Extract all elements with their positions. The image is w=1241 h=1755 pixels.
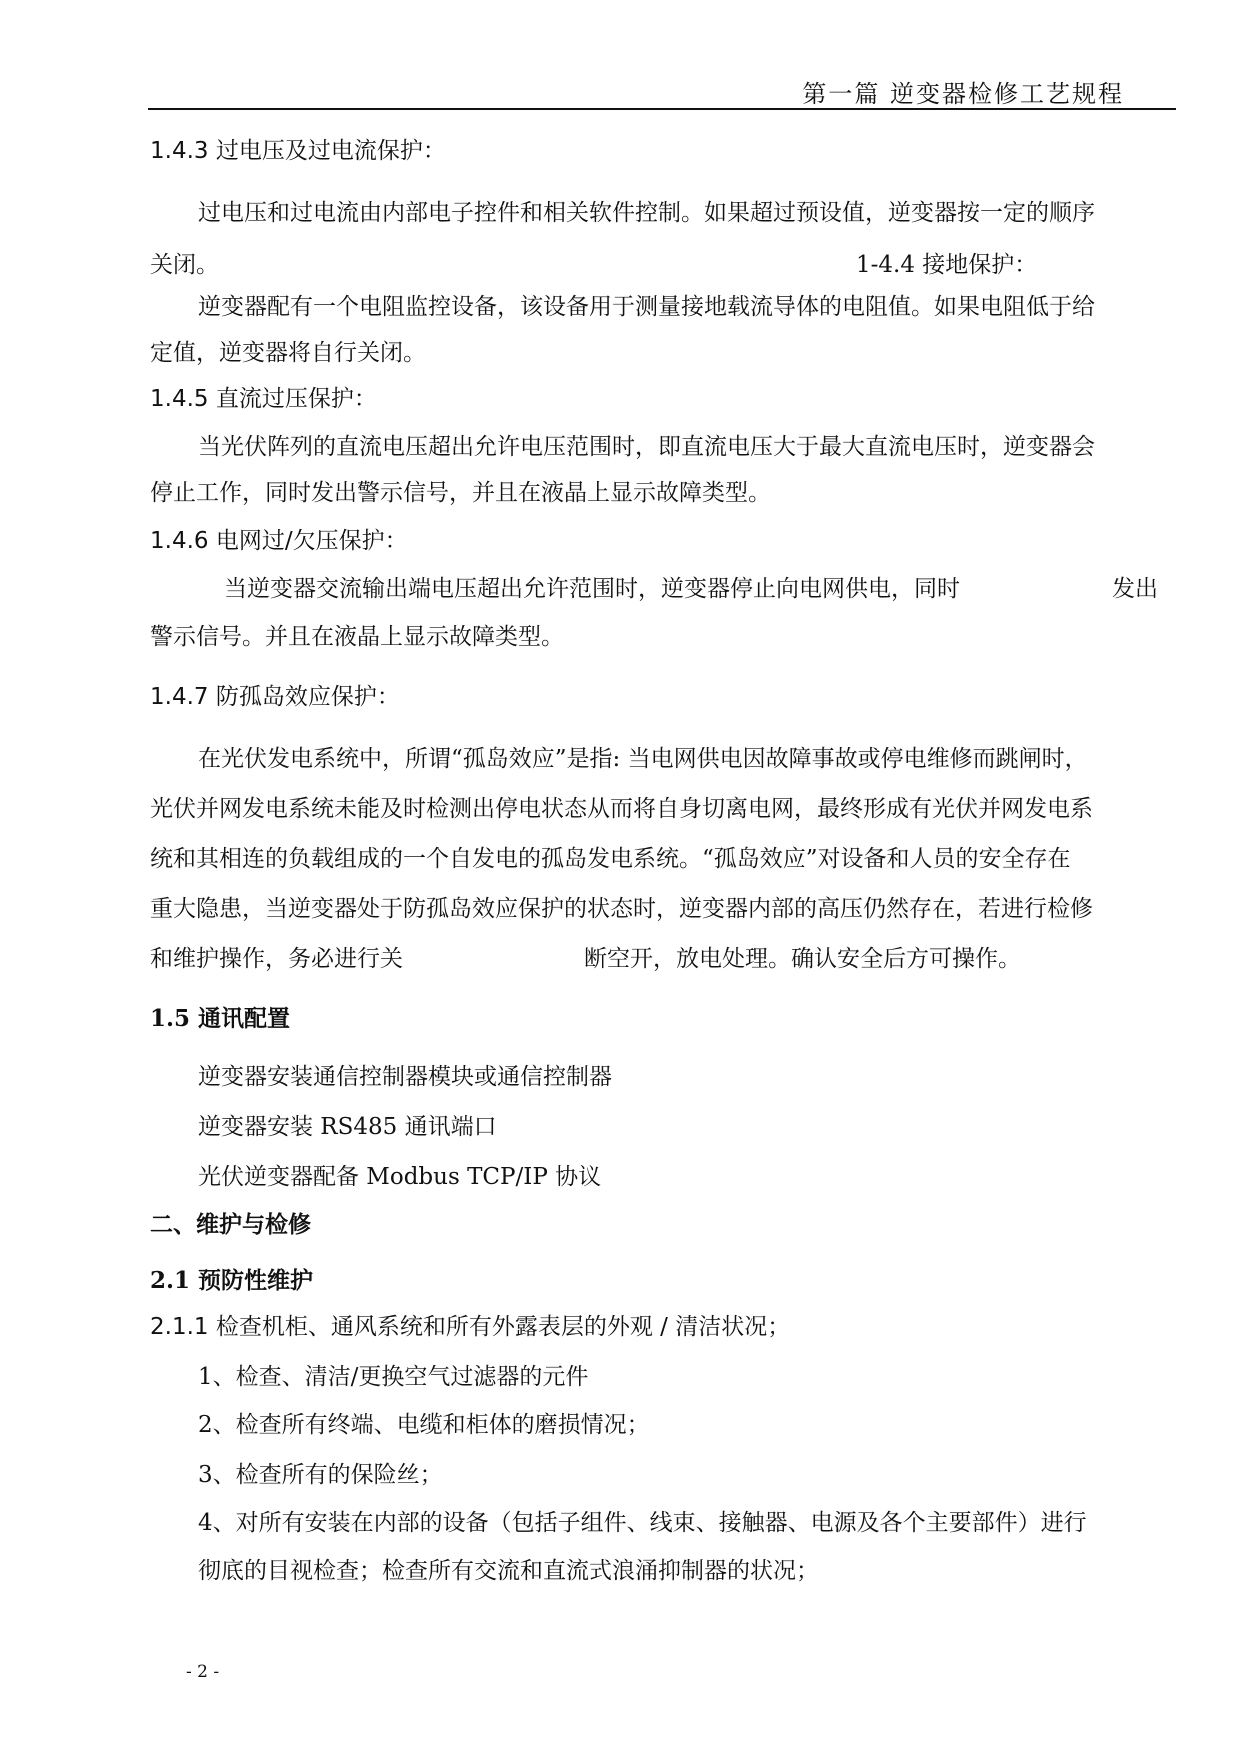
- chapter-heading: 二、维护与检修: [150, 1211, 311, 1238]
- list-item: 彻底的目视检查；检查所有交流和直流式浪涌抑制器的状况；: [198, 1558, 819, 1584]
- section-heading-1-4-7: 1.4.7 防孤岛效应保护：: [150, 684, 400, 710]
- paragraph-line: 重大隐患，当逆变器处于防孤岛效应保护的状态时，逆变器内部的高压仍然存在，若进行检修: [150, 896, 1093, 922]
- section-heading-1-5: 1.5 通讯配置: [150, 1005, 291, 1032]
- list-item: 3、检查所有的保险丝；: [198, 1462, 443, 1488]
- paragraph-line: 断空开，放电处理。确认安全后方可操作。: [584, 946, 1021, 972]
- section-heading-1-4-5: 1.4.5 直流过压保护：: [150, 386, 377, 412]
- subsection-heading-2-1-1: 2.1.1 检查机柜、通风系统和所有外露表层的外观 / 清洁状况；: [150, 1314, 791, 1340]
- section-heading-1-4-6: 1.4.6 电网过/欠压保护：: [150, 528, 408, 554]
- paragraph-line: 光伏并网发电系统未能及时检测出停电状态从而将自身切离电网，最终形成有光伏并网发电系: [150, 796, 1093, 822]
- paragraph-line: 和维护操作，务必进行关: [150, 946, 403, 972]
- paragraph-line: 关闭。: [150, 252, 219, 278]
- list-item: 逆变器安装通信控制器模块或通信控制器: [198, 1064, 612, 1090]
- list-item: 光伏逆变器配备 Modbus TCP/IP 协议: [198, 1164, 602, 1190]
- list-item: 2、检查所有终端、电缆和柜体的磨损情况；: [198, 1412, 650, 1438]
- paragraph-line: 警示信号。并且在液晶上显示故障类型。: [150, 624, 564, 650]
- paragraph-line: 统和其相连的负载组成的一个自发电的孤岛发电系统。“孤岛效应”对设备和人员的安全存在: [150, 846, 1071, 872]
- header-title: 第一篇 逆变器检修工艺规程: [802, 80, 1124, 108]
- section-heading-1-4-4: 1-4.4 接地保护：: [856, 252, 1038, 278]
- paragraph-line: 逆变器配有一个电阻监控设备，该设备用于测量接地载流导体的电阻值。如果电阻低于给: [198, 294, 1095, 320]
- list-item: 4、对所有安装在内部的设备（包括子组件、线束、接触器、电源及各个主要部件）进行: [198, 1510, 1087, 1536]
- page-header: [148, 68, 1176, 110]
- page-number: - 2 -: [186, 1662, 220, 1682]
- section-heading-2-1: 2.1 预防性维护: [150, 1267, 314, 1294]
- paragraph-line: 在光伏发电系统中，所谓“孤岛效应”是指: 当电网供电因故障事故或停电维修而跳闸时，: [198, 746, 1088, 772]
- paragraph-line: 停止工作，同时发出警示信号，并且在液晶上显示故障类型。: [150, 480, 771, 506]
- paragraph-line: 当逆变器交流输出端电压超出允许范围时，逆变器停止向电网供电，同时: [224, 576, 960, 602]
- paragraph-line: 定值，逆变器将自行关闭。: [150, 340, 426, 366]
- paragraph-line: 当光伏阵列的直流电压超出允许电压范围时，即直流电压大于最大直流电压时，逆变器会: [198, 434, 1095, 460]
- paragraph-line: 发出: [1112, 576, 1158, 602]
- list-item: 逆变器安装 RS485 通讯端口: [198, 1114, 497, 1140]
- list-item: 1、检查、清洁/更换空气过滤器的元件: [198, 1364, 589, 1390]
- paragraph-line: 过电压和过电流由内部电子控件和相关软件控制。如果超过预设值，逆变器按一定的顺序: [198, 200, 1095, 226]
- section-heading-1-4-3: 1.4.3 过电压及过电流保护：: [150, 138, 446, 164]
